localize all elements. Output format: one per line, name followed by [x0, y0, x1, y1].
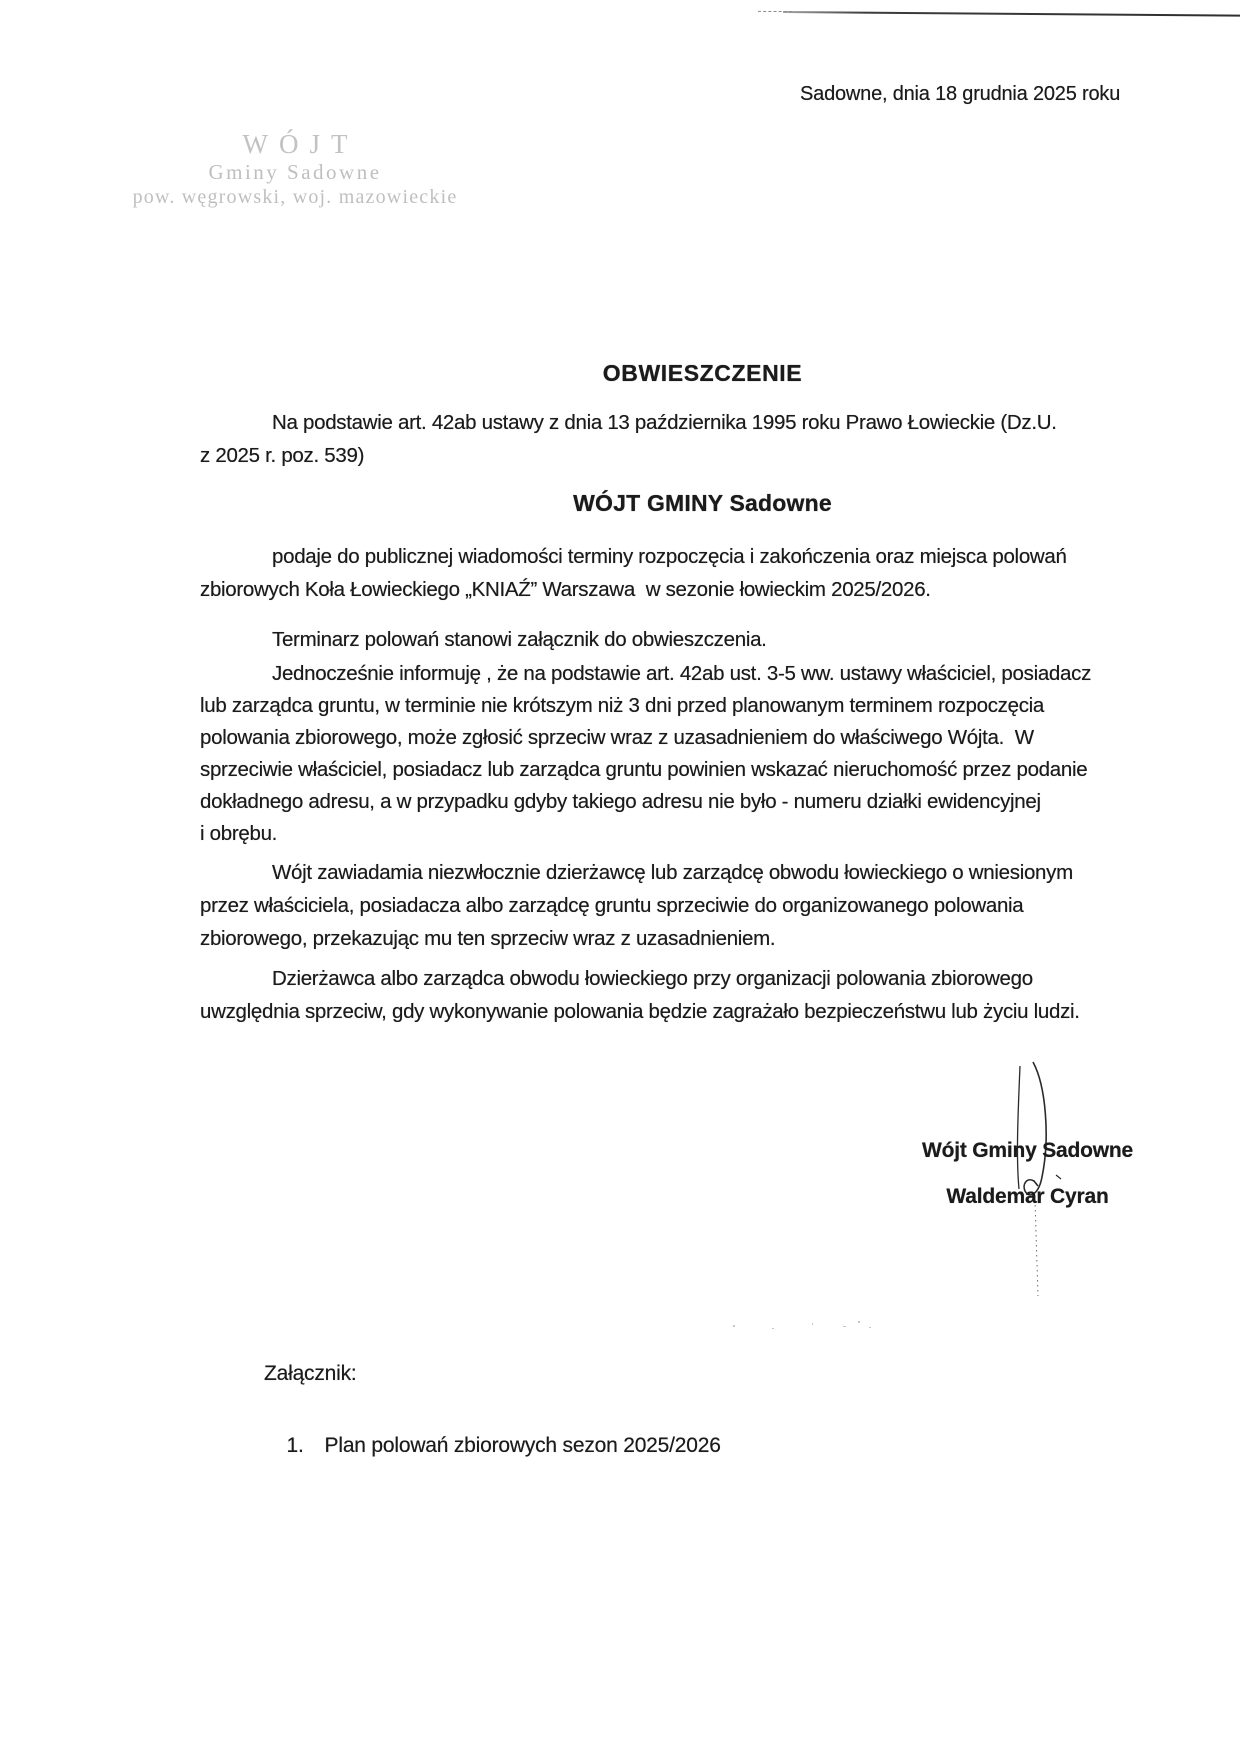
stamp-line-1: WÓJT: [242, 129, 359, 159]
paragraph-announcement: [200, 540, 1185, 606]
signature-block: [905, 1138, 1150, 1210]
attachment-label: Załącznik:: [264, 1362, 357, 1385]
paragraph-legal-basis: [200, 406, 1185, 472]
paragraph-line: Na podstawie art. 42ab ustawy z dnia 13 października 1995 roku Prawo Łowieckie (Dz.U.: [272, 411, 1057, 434]
stamp-line-3: pow. węgrowski, woj. mazowieckie: [132, 186, 458, 208]
paragraph-line: sprzeciwie właściciel, posiadacz lub zarządca gruntu powinien wskazać nieruchomość przez podanie: [200, 758, 1088, 781]
paragraph-line: uwzględnia sprzeciw, gdy wykonywanie polowania będzie zagrażało bezpieczeństwu lub życiu ludzi.: [200, 1000, 1080, 1023]
attachment-item-text: Plan polowań zbiorowych sezon 2025/2026: [324, 1434, 721, 1457]
document-title: OBWIESZCZENIE: [602, 360, 803, 386]
paragraph-line: zbiorowych Koła Łowieckiego „KNIAŹ” Warszawa w sezonie łowieckim 2025/2026.: [200, 578, 931, 601]
paragraph-line: przez właściciela, posiadacza albo zarządcę gruntu sprzeciwie do organizowanego polowania: [200, 894, 1024, 917]
signer-role: Wójt Gminy Sadowne: [921, 1139, 1134, 1162]
paragraph-line: Wójt zawiadamia niezwłocznie dzierżawcę lub zarządcę obwodu łowieckiego o wniesionym: [272, 861, 1073, 884]
paragraph-line: zbiorowego, przekazując mu ten sprzeciw wraz z uzasadnieniem.: [200, 927, 776, 950]
official-stamp: [115, 128, 475, 209]
paragraph-line: podaje do publicznej wiadomości terminy rozpoczęcia i zakończenia oraz miejsca polowań: [272, 545, 1067, 568]
scan-artifact-line: [783, 11, 1240, 17]
paragraph-line: z 2025 r. poz. 539): [200, 444, 365, 467]
paragraph-notification: [200, 856, 1185, 955]
paragraph-line: polowania zbiorowego, może zgłosić sprzeciw wraz z uzasadnieniem do właściwego Wójta. W: [200, 726, 1034, 749]
stamp-line-2: Gminy Sadowne: [208, 160, 382, 184]
date-line: Sadowne, dnia 18 grudnia 2025 roku: [800, 83, 1121, 105]
attachment-item-number: 1.: [286, 1434, 304, 1457]
paragraph-schedule: [200, 623, 1185, 656]
paragraph-line: Terminarz polowań stanowi załącznik do obwieszczenia.: [272, 628, 767, 651]
scan-artifact-line-tip: [758, 11, 792, 12]
paragraph-consideration: [200, 962, 1185, 1028]
document-subtitle: WÓJT GMINY Sadowne: [573, 490, 832, 516]
paragraph-line: i obrębu.: [200, 822, 278, 845]
signer-name: Waldemar Cyran: [946, 1185, 1109, 1208]
paragraph-line: dokładnego adresu, a w przypadku gdyby takiego adresu nie było - numeru działki ewidencyjnej: [200, 790, 1041, 813]
paragraph-line: Jednocześnie informuję , że na podstawie art. 42ab ust. 3-5 ww. ustawy właściciel, posiadacz: [272, 662, 1092, 685]
paragraph-line: Dzierżawca albo zarządca obwodu łowieckiego przy organizacji polowania zbiorowego: [272, 967, 1033, 990]
attachment-item: [264, 1410, 721, 1482]
paragraph-line: lub zarządca gruntu, w terminie nie krótszym niż 3 dni przed planowanym terminem rozpoczęcia: [200, 694, 1045, 717]
paragraph-objection: [200, 658, 1185, 850]
